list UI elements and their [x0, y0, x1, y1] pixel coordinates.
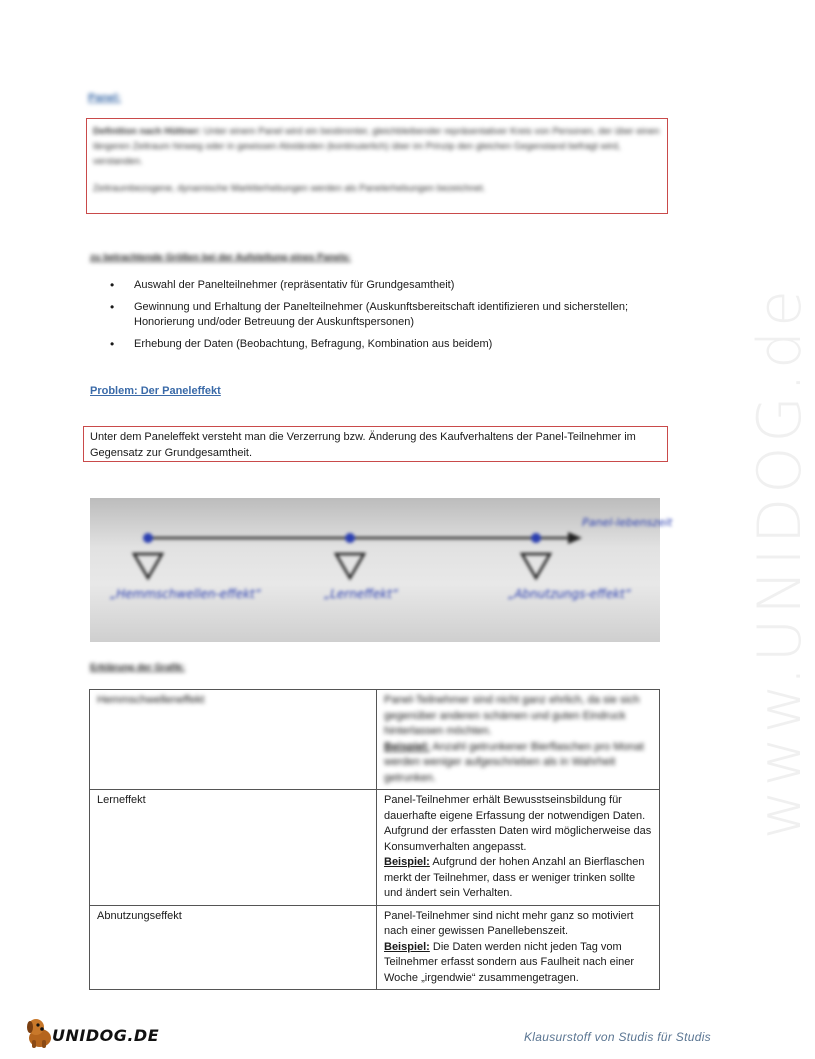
effect-name: Hemmschwelleneffekt [90, 690, 377, 790]
effect-desc-text: Panel-Teilnehmer erhält Bewusstseinsbildung für dauerhafte eigene Erfassung der notwendigen Daten. Aufgrund der erfassten Daten wird möglicherweise das Konsumverhalten angepasst. [384, 794, 652, 853]
footer-logo [22, 1014, 162, 1050]
problem-box: Unter dem Paneleffekt versteht man die Verzerrung bzw. Änderung des Kaufverhaltens der Panel-Teilnehmer im Gegensatz zur Grundgesamtheit. [83, 426, 668, 462]
definition-body: Unter einem Panel wird ein bestimmter, gleichbleibender repräsentativer Kreis von Personen, der über einen längeren Zeitraum hinweg oder in gewissen Abständen (kontinuierlich) über im Prinzip den gleichen Gegenstand befragt wird, verstanden. [93, 126, 660, 167]
timeline-photo [90, 498, 673, 642]
logo-text: UNIDOG.DE [52, 1026, 160, 1045]
definition-lead: Definition nach Hüttner: [93, 126, 202, 137]
photo-label-3: „Abnutzungs-effekt“ [508, 587, 631, 601]
effect-desc-text: Panel-Teilnehmer sind nicht ganz ehrlich, da sie sich gegenüber anderen schämen und guten Eindruck hinterlassen möchten. [384, 694, 640, 737]
table-row [90, 790, 660, 906]
explanation-heading: Erklärung der Grafik: [90, 662, 186, 673]
example-text: Die Daten werden nicht jeden Tag vom Teilnehmer erfasst sondern aus Faulheit nach einer Woche „irgendwie“ zusammengetragen. [384, 940, 635, 984]
definition-text [93, 124, 661, 169]
example-text: Anzahl getrunkener Bierflaschen pro Monat werden weniger aufgeschrieben als in Wahrheit getrunken. [384, 740, 644, 784]
timeline-drawing [90, 498, 673, 642]
footer-tagline: Klausurstoff von Studis für Studis [524, 1030, 711, 1044]
heading-panel: Panel: [88, 92, 122, 104]
example-label: Beispiel: [384, 856, 430, 868]
table-row [90, 905, 660, 990]
timeline-triangle [522, 554, 550, 578]
factors-list [108, 278, 668, 359]
effect-desc [377, 690, 660, 790]
effects-table [89, 689, 660, 990]
definition-box [86, 118, 668, 214]
list-item: • Gewinnung und Erhaltung der Panelteilnehmer (Auskunftsbereitschaft identifizieren und sicherstellen; Honorierung und/oder Betreuung der Auskunftspersonen) [108, 300, 668, 330]
effect-desc [377, 905, 660, 990]
effect-desc-text: Panel-Teilnehmer sind nicht mehr ganz so motiviert nach einer gewissen Panellebenszeit. [384, 909, 634, 937]
timeline-triangle [336, 554, 364, 578]
photo-label-end: Panel-lebenszeit [582, 516, 673, 529]
watermark [745, 0, 815, 840]
photo-label-2: „Lerneffekt“ [324, 587, 399, 601]
effect-name: Lerneffekt [90, 790, 377, 906]
timeline-arrow [568, 532, 582, 544]
example-label: Beispiel: [384, 740, 430, 753]
timeline-triangle [134, 554, 162, 578]
definition-note: Zeitraumbezogene, dynamische Marktterhebungen werden als Panelerhebungen bezeichnet. [93, 183, 486, 194]
list-item: • Erhebung der Daten (Beobachtung, Befragung, Kombination aus beidem) [108, 337, 668, 352]
list-item: • Auswahl der Panelteilnehmer (repräsentativ für Grundgesamtheit) [108, 278, 668, 293]
factors-heading: zu betrachtende Größen bei der Aufstellung eines Panels: [90, 252, 351, 263]
timeline-dot [345, 533, 355, 543]
timeline-dot [143, 533, 153, 543]
photo-label-1: „Hemmschwellen-effekt“ [110, 587, 261, 601]
watermark-text: www.UNIDOG.de [745, 286, 815, 840]
example-text: Aufgrund der hohen Anzahl an Bierflaschen merkt der Teilnehmer, dass er weniger trinken sollte und ändert sein Verhalten. [384, 856, 645, 899]
timeline-dot [531, 533, 541, 543]
effect-desc [377, 790, 660, 906]
effect-name: Abnutzungseffekt [90, 905, 377, 990]
problem-heading: Problem: Der Paneleffekt [90, 385, 221, 397]
table-row [90, 690, 660, 790]
example-label: Beispiel: [384, 940, 430, 953]
